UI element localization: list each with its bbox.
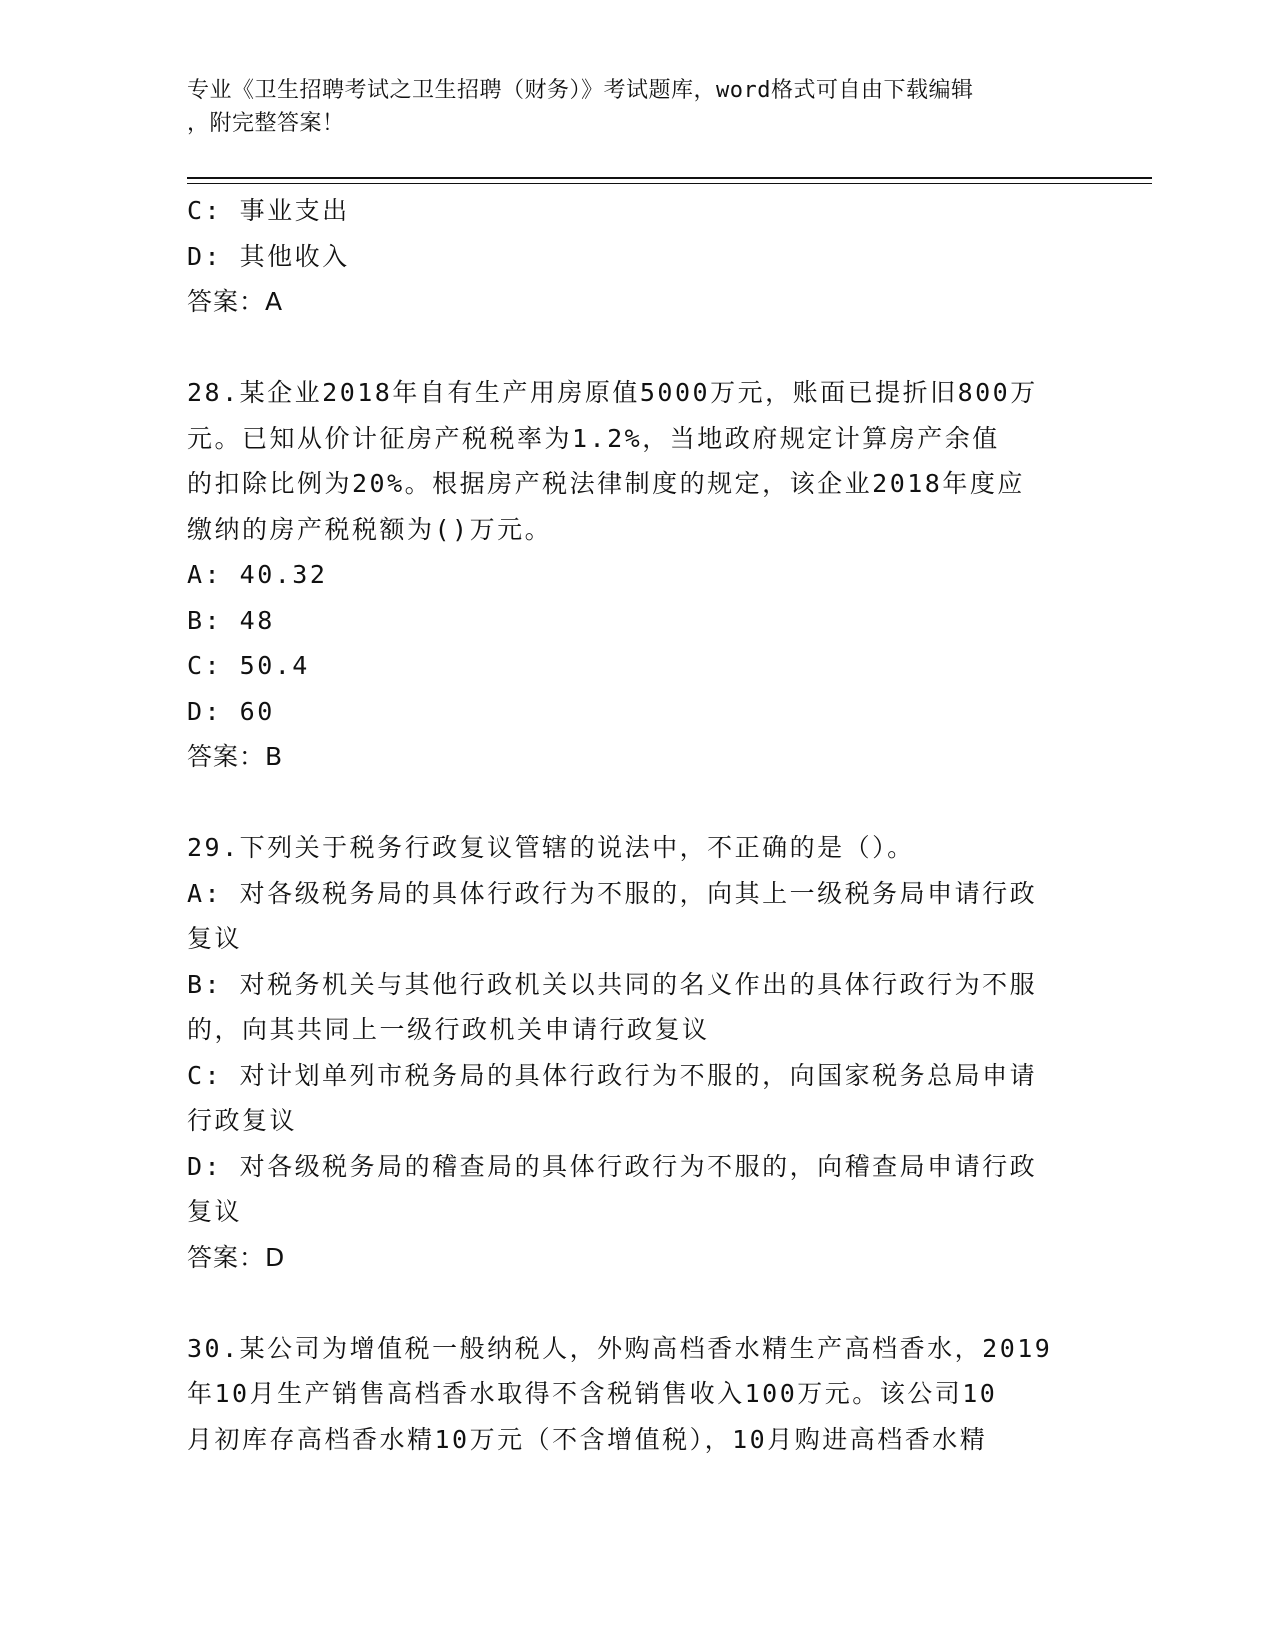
q28-option-d: D: 60	[187, 696, 275, 726]
q28-stem-line: 28.某企业2018年自有生产用房原值5000万元，账面已提折旧800万	[187, 378, 1038, 407]
q29-answer: 答案：D	[187, 1242, 286, 1272]
question-27	[187, 188, 1087, 325]
q28-stem-line: 缴纳的房产税税额为()万元。	[187, 514, 553, 544]
spacer	[187, 325, 1087, 371]
spacer	[187, 780, 1087, 826]
header-line-1: 专业《卫生招聘考试之卫生招聘（财务）》考试题库，word格式可自由下载编辑	[187, 78, 974, 103]
spacer	[187, 1280, 1087, 1326]
question-content	[187, 188, 1087, 1462]
q29-option-d-line: 复议	[187, 1197, 243, 1226]
question-28	[187, 370, 1087, 780]
q28-stem-line: 元。已知从价计征房产税税率为1.2%，当地政府规定计算房产余值	[187, 423, 1000, 453]
q27-answer: 答案：A	[187, 287, 284, 316]
q28-answer: 答案：B	[187, 742, 284, 771]
q29-stem: 29.下列关于税务行政复议管辖的说法中，不正确的是（）。	[187, 833, 915, 862]
q28-option-a: A: 40.32	[187, 560, 328, 589]
q28-stem-line: 的扣除比例为20%。根据房产税法律制度的规定，该企业2018年度应	[187, 469, 1025, 498]
question-30	[187, 1326, 1087, 1463]
header-divider-thin	[187, 183, 1152, 184]
q30-stem-line: 30.某公司为增值税一般纳税人，外购高档香水精生产高档香水，2019	[187, 1333, 1053, 1363]
q30-stem-line: 月初库存高档香水精10万元（不含增值税），10月购进高档香水精	[187, 1424, 988, 1454]
q29-option-a-line: 复议	[187, 924, 243, 953]
q27-option-c: C: 事业支出	[187, 196, 350, 225]
document-header	[187, 74, 1077, 140]
q29-option-c-line: 行政复议	[187, 1106, 298, 1135]
question-29	[187, 825, 1087, 1280]
q29-option-b-line: 的，向其共同上一级行政机关申请行政复议	[187, 1015, 710, 1044]
q28-option-b: B: 48	[187, 605, 275, 635]
q29-option-a-line: A: 对各级税务局的具体行政行为不服的，向其上一级税务局申请行政	[187, 878, 1038, 908]
q29-option-c-line: C: 对计划单列市税务局的具体行政行为不服的，向国家税务总局申请	[187, 1060, 1038, 1090]
q28-option-c: C: 50.4	[187, 651, 310, 680]
q27-option-d: D: 其他收入	[187, 241, 350, 271]
header-divider-thick	[187, 177, 1152, 179]
q30-stem-line: 年10月生产销售高档香水取得不含税销售收入100万元。该公司10	[187, 1379, 998, 1408]
q29-option-d-line: D: 对各级税务局的稽查局的具体行政行为不服的，向稽查局申请行政	[187, 1151, 1038, 1181]
q29-option-b-line: B: 对税务机关与其他行政机关以共同的名义作出的具体行政行为不服	[187, 969, 1038, 999]
header-line-2: ，附完整答案！	[187, 111, 345, 136]
